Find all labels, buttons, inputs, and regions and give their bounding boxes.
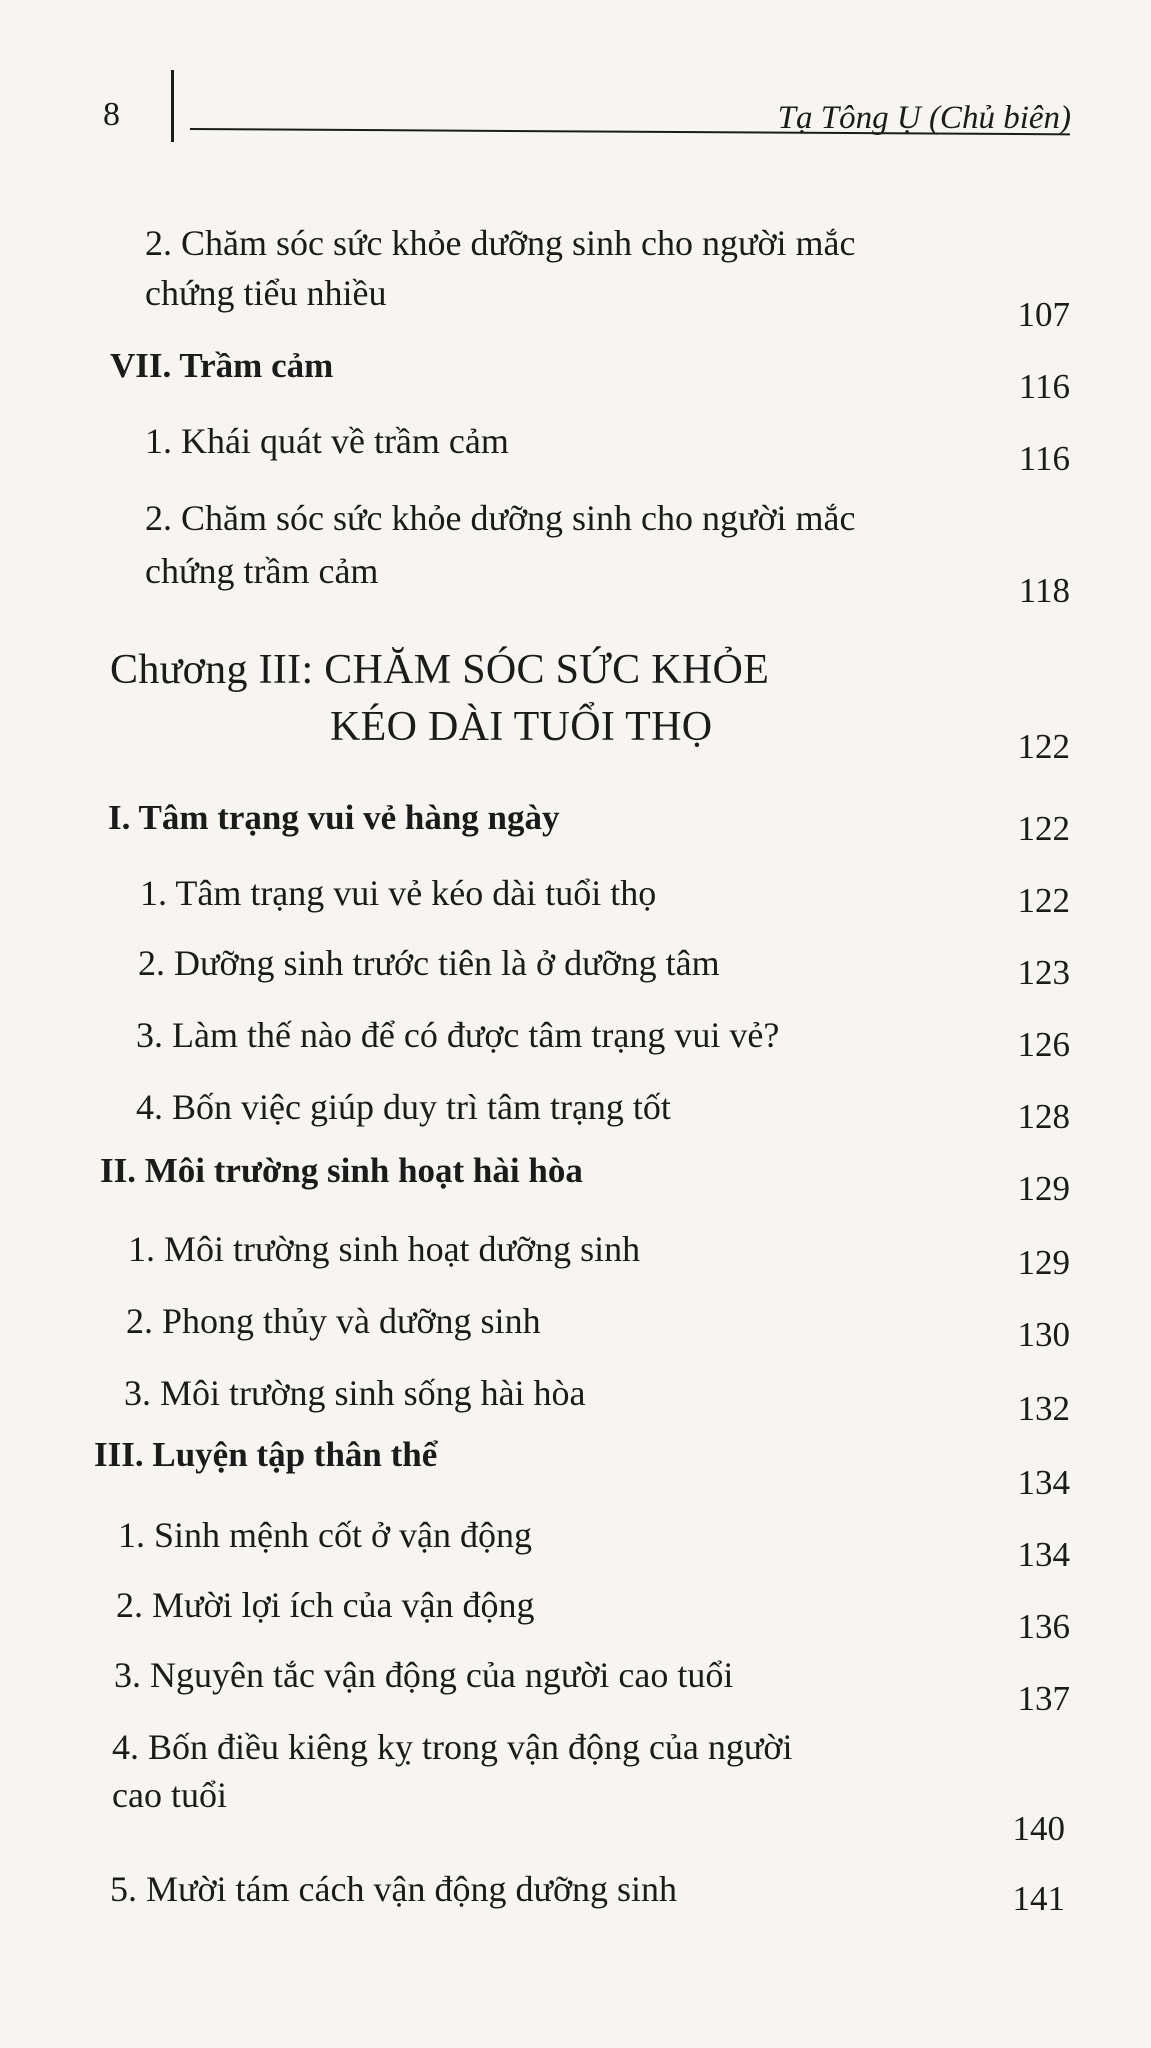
toc-page-number: 128 — [1017, 1097, 1070, 1136]
toc-section-title: I. Tâm trạng vui vẻ hàng ngày — [108, 798, 560, 837]
toc-entry: 2. Mười lợi ích của vận động — [116, 1585, 535, 1625]
toc-section-title: III. Luyện tập thân thể — [94, 1435, 438, 1474]
toc-entry: 2. Dưỡng sinh trước tiên là ở dưỡng tâm — [138, 943, 720, 983]
toc-entry-line1: 4. Bốn điều kiêng kỵ trong vận động của người — [112, 1727, 793, 1767]
toc-entry: 1. Môi trường sinh hoạt dưỡng sinh — [128, 1229, 641, 1269]
toc-page-number: 122 — [1017, 727, 1070, 766]
toc-chapter-title-line1: Chương III: CHĂM SÓC SỨC KHỎE — [110, 647, 770, 693]
toc-entry-line2: chứng trầm cảm — [145, 551, 379, 591]
toc-entry-line2: chứng tiểu nhiều — [145, 273, 387, 313]
toc-page-number: 140 — [1012, 1809, 1065, 1848]
toc-page-number: 136 — [1017, 1607, 1070, 1646]
running-header-author: Tạ Tông Ụ (Chủ biên) — [777, 100, 1071, 136]
toc-section-title: VII. Trầm cảm — [110, 346, 334, 385]
toc-page-number: 107 — [1017, 295, 1070, 334]
toc-entry: 3. Môi trường sinh sống hài hòa — [124, 1373, 586, 1413]
toc-page-number: 141 — [1012, 1879, 1065, 1918]
toc-entry: 1. Tâm trạng vui vẻ kéo dài tuổi thọ — [140, 873, 657, 913]
toc-page-number: 126 — [1017, 1025, 1070, 1064]
toc-entry: 5. Mười tám cách vận động dưỡng sinh — [110, 1869, 678, 1909]
toc-page-number: 116 — [1018, 439, 1070, 478]
toc-page-number: 129 — [1017, 1169, 1070, 1208]
toc-page-number: 129 — [1017, 1243, 1070, 1282]
toc-page-number: 116 — [1018, 367, 1070, 406]
toc-page-number: 137 — [1017, 1679, 1070, 1718]
toc-page-number: 134 — [1017, 1535, 1070, 1574]
toc-entry: 4. Bốn việc giúp duy trì tâm trạng tốt — [136, 1087, 671, 1127]
toc-page-number: 123 — [1017, 953, 1070, 992]
toc-page-number: 118 — [1018, 571, 1070, 610]
toc-entry: 1. Khái quát về trầm cảm — [145, 421, 509, 461]
toc-entry: 2. Phong thủy và dưỡng sinh — [126, 1301, 541, 1341]
toc-entry: 1. Sinh mệnh cốt ở vận động — [118, 1515, 532, 1555]
toc-page-number: 130 — [1017, 1315, 1070, 1354]
toc-chapter-title-line2: KÉO DÀI TUỔI THỌ — [330, 704, 713, 750]
page-number: 8 — [103, 96, 120, 133]
toc-entry: 3. Nguyên tắc vận động của người cao tuổi — [114, 1655, 734, 1695]
toc-page-number: 122 — [1017, 881, 1070, 920]
toc-page-number: 132 — [1017, 1389, 1070, 1428]
toc-entry-line1: 2. Chăm sóc sức khỏe dưỡng sinh cho người mắc — [145, 498, 856, 538]
toc-entry: 3. Làm thế nào để có được tâm trạng vui vẻ? — [136, 1015, 780, 1055]
toc-entry-line1: 2. Chăm sóc sức khỏe dưỡng sinh cho người mắc — [145, 223, 856, 263]
toc-page-number: 122 — [1017, 809, 1070, 848]
toc-entry-line2: cao tuổi — [112, 1775, 227, 1815]
toc-section-title: II. Môi trường sinh hoạt hài hòa — [100, 1151, 583, 1190]
toc-page-number: 134 — [1017, 1463, 1070, 1502]
